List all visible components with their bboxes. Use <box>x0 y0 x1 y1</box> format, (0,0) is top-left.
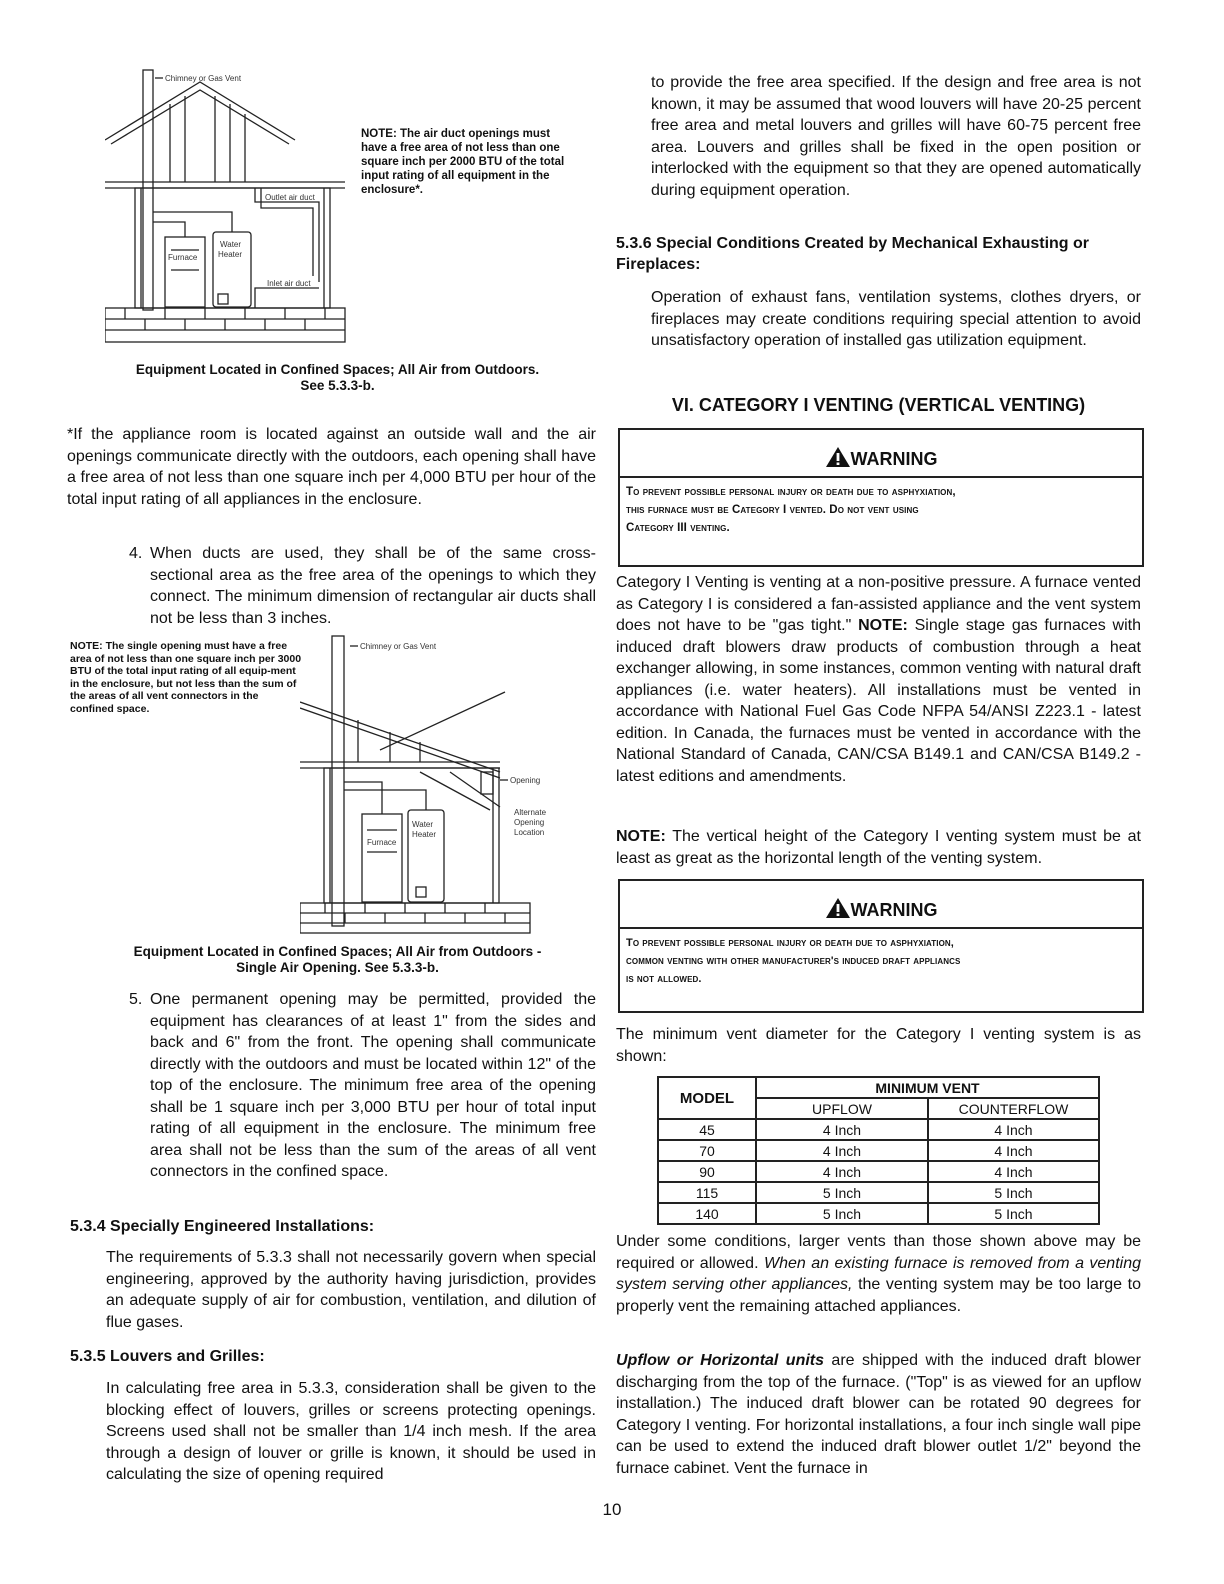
text-535-left: In calculating free area in 5.3.3, consideration shall be given to the blocking effect of louvers, grilles or screens protecting openings. Screens used shall not be smaller than 1/4 inch mesh. If the area through a design of louver or grille is known, it should be used in calculating the size of opening required <box>106 1380 596 1483</box>
col-min-vent-header: MINIMUM VENT <box>756 1077 1099 1098</box>
footnote-paragraph: *If the appliance room is located against an outside wall and the air openings communicate directly with the outdoors, each opening shall have a free area of not less than one square inch per 4,000 BTU per hour of the total input rating of all appliances in the enclosure. <box>67 426 596 508</box>
item5-number: 5. <box>129 991 143 1008</box>
warning2-line2: common venting with other manufacturer's induced draft appliancs <box>626 955 961 967</box>
model-cell: 140 <box>658 1203 756 1224</box>
furnace-label: Furnace <box>168 253 198 262</box>
upflow-lead: Upflow or Horizontal units <box>616 1352 825 1369</box>
alternate-label-3: Location <box>514 828 545 837</box>
warning-header <box>620 430 1142 476</box>
figure2-caption-line1: Equipment Located in Confined Spaces; All Air from Outdoors - <box>133 944 542 959</box>
upflow-cell: 4 Inch <box>756 1119 928 1140</box>
alternate-label: Alternate <box>514 808 547 817</box>
model-cell: 45 <box>658 1119 756 1140</box>
furnace-label: Furnace <box>367 838 397 847</box>
category-i-note-label: NOTE: <box>858 617 908 634</box>
model-cell: 90 <box>658 1161 756 1182</box>
figure1-caption-line2: See 5.3.3-b. <box>300 378 375 393</box>
upflow-cell: 4 Inch <box>756 1161 928 1182</box>
alternate-label-2: Opening <box>514 818 545 827</box>
figure1-note: NOTE: The air duct openings must have a free area of not less than one square inch per 2000 BTU of the total input rating of all equipment in the enclosure*. <box>361 128 565 196</box>
larger-vents-text-b: the venting system may be too large to properly vent the remaining attached appliances. <box>616 1276 1142 1315</box>
warning2-line1: To prevent possible personal injury or death due to asphyxiation, <box>626 937 954 949</box>
vertical-height-note-label: NOTE: <box>616 828 666 845</box>
heading-534: 5.3.4 Specially Engineered Installations: <box>70 1218 375 1235</box>
upflow-cell: 5 Inch <box>756 1203 928 1224</box>
table-row <box>658 1119 1099 1140</box>
section-6-title: VI. CATEGORY I VENTING (VERTICAL VENTING) <box>671 395 1086 415</box>
figure1-caption <box>60 362 615 394</box>
figure2-note: NOTE: The single opening must have a free area of not less than one square inch per 3000 BTU of the total input rating of all equip-ment in the enclosure, but not less than the sum of the areas of all vent connectors in the confined space. <box>70 640 302 715</box>
warning-title: WARNING <box>850 900 938 920</box>
model-cell: 70 <box>658 1140 756 1161</box>
figure-single-air-opening <box>300 632 580 944</box>
col-model-header: MODEL <box>658 1077 756 1119</box>
minimum-vent-table <box>657 1076 1100 1225</box>
text-535-right: to provide the free area specified. If the design and free area is not known, it may be assumed that wood louvers will have 20-25 percent free area and metal louvers and grilles will have 60-75 percent free area. Louvers and grilles shall be fixed in the open position or interlocked with the equipment so that they are opened automatically during equipment operation. <box>651 74 1141 199</box>
figure2-caption-line2: Single Air Opening. See 5.3.3-b. <box>236 960 439 975</box>
col-upflow-header: UPFLOW <box>756 1098 928 1119</box>
warning1-line3: Category III venting. <box>626 522 730 534</box>
heading-535: 5.3.5 Louvers and Grilles: <box>70 1348 265 1365</box>
warning-body <box>620 476 1142 537</box>
warning1-line2: this furnace must be Category I vented. Do not vent using <box>626 504 919 516</box>
table-row <box>658 1182 1099 1203</box>
larger-vents-paragraph <box>616 1231 1141 1317</box>
counterflow-cell: 5 Inch <box>928 1182 1099 1203</box>
counterflow-cell: 4 Inch <box>928 1119 1099 1140</box>
model-cell: 115 <box>658 1182 756 1203</box>
larger-vents-italic: When an existing furnace is removed from a venting system serving other appliances, <box>616 1254 1142 1293</box>
inlet-duct-label: Inlet air duct <box>267 279 311 288</box>
warning-box-common-venting <box>618 879 1144 1013</box>
upflow-horizontal-paragraph <box>616 1350 1141 1479</box>
upflow-cell: 5 Inch <box>756 1182 928 1203</box>
warning-title: WARNING <box>850 449 938 469</box>
vertical-height-note-text: The vertical height of the Category I venting system must be at least as great as the horizontal length of the venting system. <box>616 828 1141 867</box>
category-i-text-a: Category I Venting is venting at a non-positive pressure. A furnace vented as Category I is considered a fan-assisted appliance and the vent system does not have to be "gas tight." <box>616 574 1141 634</box>
upflow-cell: 4 Inch <box>756 1140 928 1161</box>
outlet-duct-label: Outlet air duct <box>265 193 315 202</box>
table-header-row <box>658 1077 1099 1098</box>
text-534: The requirements of 5.3.3 shall not necessarily govern when special engineering, approved by the authority having jurisdiction, provides an adequate supply of air for combustion, ventilation, and dilution of flue gases. <box>106 1249 596 1331</box>
chimney-label: Chimney or Gas Vent <box>165 74 242 83</box>
opening-label: Opening <box>510 776 541 785</box>
warning-header <box>620 881 1142 927</box>
vertical-height-note <box>616 826 1141 869</box>
figure2-caption <box>60 944 615 976</box>
item4-number: 4. <box>129 545 143 562</box>
counterflow-cell: 4 Inch <box>928 1161 1099 1182</box>
text-536: Operation of exhaust fans, ventilation systems, clothes dryers, or fireplaces may create conditions requiring special attention to avoid unsatisfactory operation of installed gas utilization equipment. <box>651 289 1141 349</box>
larger-vents-text-a: Under some conditions, larger vents than those shown above may be required or allowed. <box>616 1233 1141 1272</box>
page-number: 10 <box>602 1500 622 1519</box>
category-i-paragraph <box>616 572 1141 787</box>
counterflow-cell: 5 Inch <box>928 1203 1099 1224</box>
warning-triangle-icon <box>825 446 851 468</box>
figure-confined-space-all-air-outdoors <box>105 62 350 352</box>
table-row <box>658 1140 1099 1161</box>
category-i-text-b: Single stage gas furnaces with induced draft blowers draw products of combustion through a heat exchanger allowing, in some instances, common venting with natural draft appliances (i.e. water heaters). All installations must be vented in accordance with National Fuel Gas Code NFPA 54/ANSI Z223.1 - latest edition. In Canada, the furnaces must be vented in accordance with the National Standard of Canada, CAN/CSA B149.1 and CAN/CSA B149.2 - latest editions and amendments. <box>616 617 1141 785</box>
water-heater-label: Water <box>412 820 434 829</box>
col-counterflow-header: COUNTERFLOW <box>928 1098 1099 1119</box>
table-row <box>658 1203 1099 1224</box>
counterflow-cell: 4 Inch <box>928 1140 1099 1161</box>
warning1-line1: To prevent possible personal injury or death due to asphyxiation, <box>626 486 956 498</box>
item5-text: One permanent opening may be permitted, provided the equipment has clearances of at least 1" from the sides and back and 6" from the front. The opening shall communicate directly with the outdoors and must be located within 12" of the top of the enclosure. The minimum free area of the opening shall be 1 square inch per 3,000 BTU per hour of total input rating of all equipment in the enclosure. The minimum free area shall not be less than the sum of the areas of all vent connectors in the confined space. <box>150 991 596 1180</box>
heading-536: 5.3.6 Special Conditions Created by Mechanical Exhausting or Fireplaces: <box>616 235 1090 273</box>
item4-text: When ducts are used, they shall be of the same cross-sectional area as the free area of the openings to which they connect. The minimum dimension of rectangular air ducts shall not be less than 3 inches. <box>150 545 596 627</box>
upflow-text: are shipped with the induced draft blower discharging from the top of the furnace. ("Top" is as viewed for an upflow installation.) The induced draft blower can be rotated 90 degrees for Category I venting. For horizontal installations, a four inch single wall pipe can be used to extend the induced draft blower outlet 1/2" beyond the furnace cabinet. Vent the furnace in <box>616 1352 1141 1477</box>
warning-body <box>620 927 1142 988</box>
water-heater-label-2: Heater <box>412 830 437 839</box>
water-heater-label-2: Heater <box>218 250 243 259</box>
chimney-label: Chimney or Gas Vent <box>360 642 437 651</box>
warning2-line3: is not allowed. <box>626 973 702 985</box>
min-vent-paragraph: The minimum vent diameter for the Category I venting system is as shown: <box>616 1026 1141 1065</box>
warning-triangle-icon <box>825 897 851 919</box>
warning-box-category-i <box>618 428 1144 567</box>
water-heater-label: Water <box>220 240 242 249</box>
table-row <box>658 1161 1099 1182</box>
figure1-caption-line1: Equipment Located in Confined Spaces; All Air from Outdoors. <box>135 362 540 377</box>
